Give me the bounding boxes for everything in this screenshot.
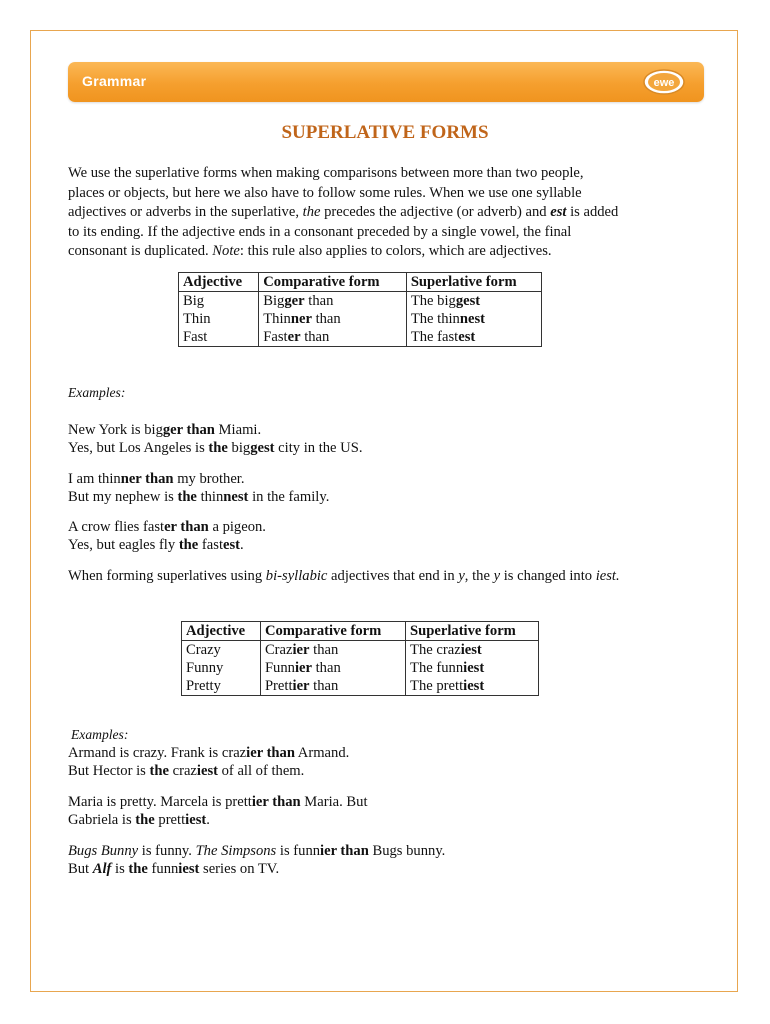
bisyllabic-rule: When forming superlatives using bi-syllabic adjectives that end in y, the y is changed into iest. — [68, 568, 620, 584]
table-row: Big Bigger than The biggest — [179, 292, 542, 311]
svg-text:ewe: ewe — [653, 77, 675, 89]
examples-group-1: New York is bigger than Miami. Yes, but Los Angeles is the biggest city in the US. — [68, 422, 363, 456]
examples-group-3: A crow flies faster than a pigeon. Yes, but eagles fly the fastest. — [68, 519, 266, 553]
column-header: Adjective — [179, 273, 259, 292]
examples-group-5: Maria is pretty. Marcela is prettier than Maria. But Gabriela is the prettiest. — [68, 794, 368, 828]
column-header: Comparative form — [259, 273, 407, 292]
table-row: Funny Funnier than The funniest — [182, 659, 539, 677]
banner-title: Grammar — [82, 73, 147, 89]
examples-group-4: Armand is crazy. Frank is crazier than Armand. But Hector is the craziest of all of them. — [68, 745, 350, 779]
superlative-table-bisyllabic — [181, 621, 539, 696]
header-banner — [68, 62, 704, 102]
column-header: Adjective — [182, 622, 261, 641]
column-header: Superlative form — [406, 273, 541, 292]
examples-group-2: I am thinner than my brother. But my nephew is the thinnest in the family. — [68, 471, 330, 505]
column-header: Comparative form — [260, 622, 405, 641]
table-row: Crazy Crazier than The craziest — [182, 641, 539, 660]
table-row: Fast Faster than The fastest — [179, 328, 542, 347]
table-row: Pretty Prettier than The prettiest — [182, 677, 539, 696]
examples-label: Examples: — [68, 385, 126, 400]
superlative-table-one-syllable — [178, 272, 542, 347]
examples-label-2: Examples: — [71, 727, 129, 742]
table-row: Thin Thinner than The thinnest — [179, 310, 542, 328]
column-header: Superlative form — [406, 622, 539, 641]
ewe-logo-icon — [642, 68, 686, 96]
examples-group-6: Bugs Bunny is funny. The Simpsons is funnier than Bugs bunny. But Alf is the funniest series on TV. — [68, 843, 446, 877]
page-title: SUPERLATIVE FORMS — [281, 122, 489, 143]
intro-paragraph: We use the superlative forms when making comparisons between more than two people, places or objects, but here we also have to follow some rules. When we use one syllable adjectives or adverbs in the superlative, the precedes the adjective (or adverb) and est is added to its ending. If the adjective ends in a consonant preceded by a single vowel, the final consonant is duplicated. Note: this rule also applies to colors, which are adjectives. — [68, 165, 619, 259]
